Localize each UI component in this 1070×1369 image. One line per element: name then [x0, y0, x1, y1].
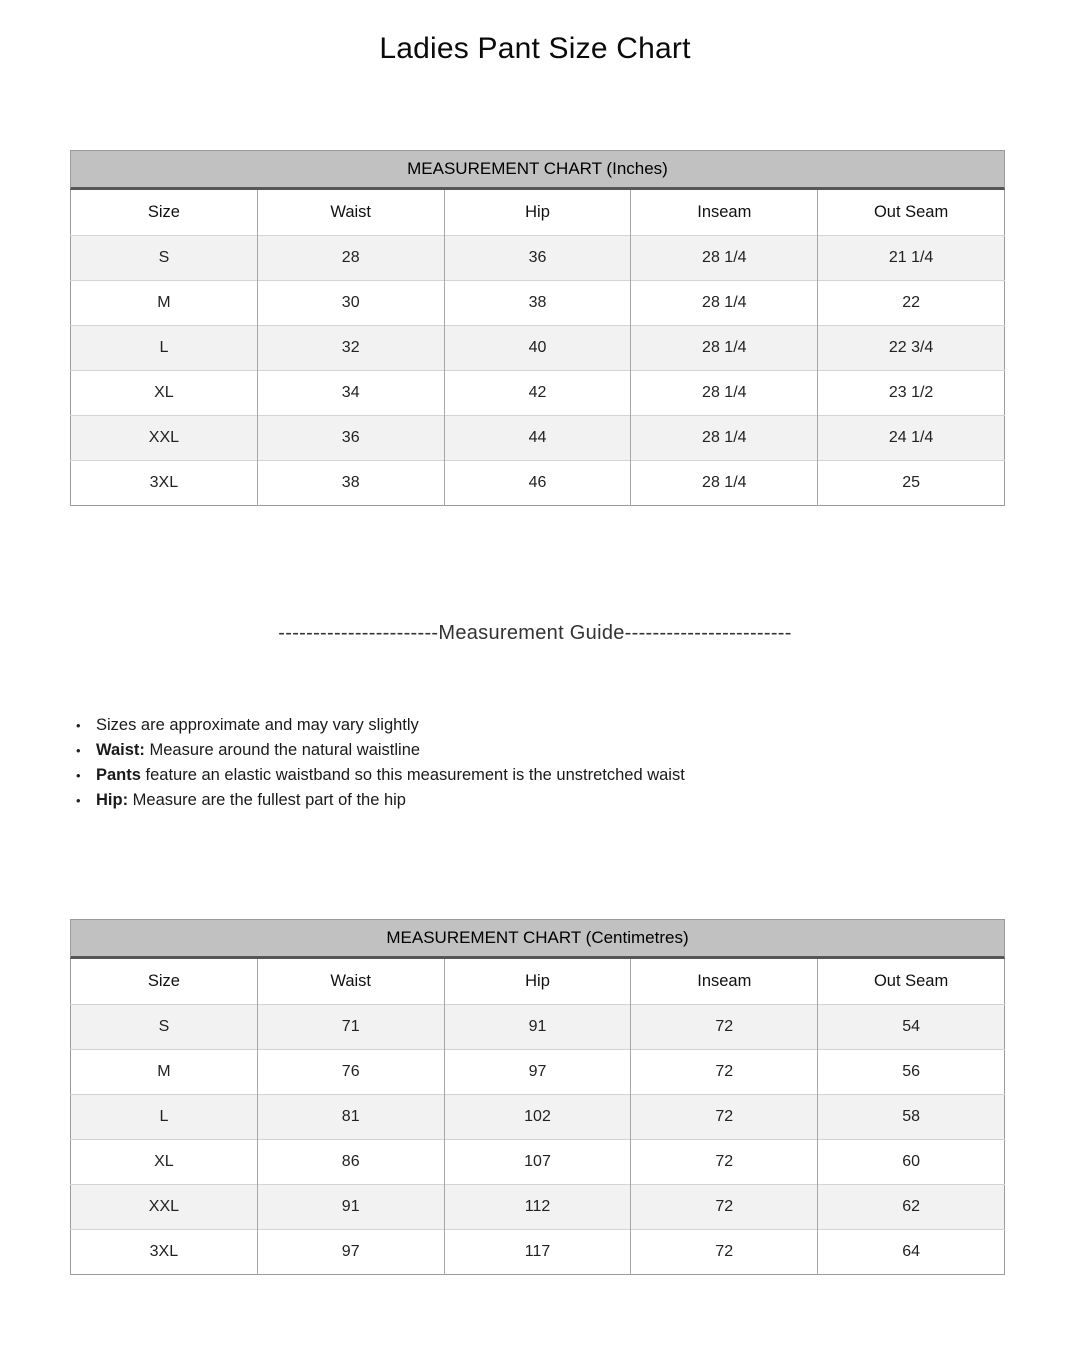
- table-row-3xl: [71, 461, 1005, 506]
- column-header-size: Size: [71, 959, 258, 1005]
- value-cell: 102: [444, 1095, 631, 1140]
- table-row-m: [71, 1050, 1005, 1095]
- size-cell: XL: [154, 1153, 174, 1170]
- value-cell: 97: [444, 1050, 631, 1095]
- size-table-centimetres: [70, 959, 1005, 1275]
- column-header-waist: Waist: [257, 190, 444, 236]
- column-header-size: Size: [71, 190, 258, 236]
- value-cell: 117: [444, 1230, 631, 1275]
- value-cell: 36: [257, 416, 444, 461]
- size-cell: M: [157, 294, 171, 311]
- value-cell: 38: [257, 461, 444, 506]
- table-row-s: [71, 1005, 1005, 1050]
- value-cell: 23 1/2: [818, 371, 1005, 416]
- value-cell: 107: [444, 1140, 631, 1185]
- measurement-table-inches-section: [70, 150, 1005, 506]
- value-cell: 72: [631, 1140, 818, 1185]
- page-title: Ladies Pant Size Chart: [379, 32, 691, 65]
- value-cell: 72: [631, 1230, 818, 1275]
- value-cell: 28 1/4: [631, 461, 818, 506]
- size-cell: 3XL: [149, 1243, 179, 1260]
- column-header-hip: Hip: [444, 190, 631, 236]
- value-cell: 36: [444, 236, 631, 281]
- value-cell: 91: [444, 1005, 631, 1050]
- value-cell: 86: [257, 1140, 444, 1185]
- table-title-inches: MEASUREMENT CHART (Inches): [70, 150, 1005, 190]
- value-cell: 56: [818, 1050, 1005, 1095]
- value-cell: 112: [444, 1185, 631, 1230]
- value-cell: 58: [818, 1095, 1005, 1140]
- note-item-sizes: [74, 713, 1070, 738]
- value-cell: 64: [818, 1230, 1005, 1275]
- value-cell: 72: [631, 1185, 818, 1230]
- size-cell: M: [157, 1063, 171, 1080]
- value-cell: 76: [257, 1050, 444, 1095]
- value-cell: 81: [257, 1095, 444, 1140]
- note-bold: Hip:: [96, 791, 129, 809]
- value-cell: 32: [257, 326, 444, 371]
- table-row-l: [71, 1095, 1005, 1140]
- note-item-hip: [74, 788, 1070, 813]
- note-text: Measure around the natural waistline: [144, 741, 421, 759]
- value-cell: 91: [257, 1185, 444, 1230]
- column-header-inseam: Inseam: [631, 959, 818, 1005]
- size-cell: S: [158, 1018, 170, 1035]
- note-text: Sizes are approximate and may vary slightly: [96, 716, 419, 734]
- table-header-row: [71, 190, 1005, 236]
- note-item-waist: [74, 738, 1070, 763]
- value-cell: 30: [257, 281, 444, 326]
- value-cell: 28 1/4: [631, 236, 818, 281]
- value-cell: 34: [257, 371, 444, 416]
- value-cell: 28 1/4: [631, 326, 818, 371]
- column-header-waist: Waist: [257, 959, 444, 1005]
- size-cell: L: [159, 1108, 169, 1125]
- value-cell: 72: [631, 1095, 818, 1140]
- value-cell: 62: [818, 1185, 1005, 1230]
- column-header-hip: Hip: [444, 959, 631, 1005]
- size-cell: XL: [154, 384, 174, 401]
- size-cell: XXL: [148, 1198, 180, 1215]
- note-item-pants: [74, 763, 1070, 788]
- value-cell: 46: [444, 461, 631, 506]
- value-cell: 54: [818, 1005, 1005, 1050]
- value-cell: 21 1/4: [818, 236, 1005, 281]
- value-cell: 97: [257, 1230, 444, 1275]
- size-cell: XXL: [148, 429, 180, 446]
- value-cell: 38: [444, 281, 631, 326]
- value-cell: 28 1/4: [631, 371, 818, 416]
- table-row-m: [71, 281, 1005, 326]
- table-row-xl: [71, 1140, 1005, 1185]
- size-cell: S: [158, 249, 170, 266]
- column-header-out-seam: Out Seam: [818, 190, 1005, 236]
- column-header-inseam: Inseam: [631, 190, 818, 236]
- value-cell: 22 3/4: [818, 326, 1005, 371]
- table-row-l: [71, 326, 1005, 371]
- measurement-notes-list: [74, 713, 1070, 813]
- value-cell: 28 1/4: [631, 416, 818, 461]
- table-title-centimetres: MEASUREMENT CHART (Centimetres): [70, 919, 1005, 959]
- value-cell: 60: [818, 1140, 1005, 1185]
- note-text: feature an elastic waistband so this measurement is the unstretched waist: [140, 766, 685, 784]
- table-row-xl: [71, 371, 1005, 416]
- value-cell: 72: [631, 1005, 818, 1050]
- value-cell: 72: [631, 1050, 818, 1095]
- table-header-row: [71, 959, 1005, 1005]
- column-header-out-seam: Out Seam: [818, 959, 1005, 1005]
- value-cell: 28 1/4: [631, 281, 818, 326]
- value-cell: 28: [257, 236, 444, 281]
- note-bold: Pants: [96, 766, 141, 784]
- table-row-xxl: [71, 416, 1005, 461]
- value-cell: 42: [444, 371, 631, 416]
- value-cell: 71: [257, 1005, 444, 1050]
- value-cell: 22: [818, 281, 1005, 326]
- value-cell: 44: [444, 416, 631, 461]
- value-cell: 40: [444, 326, 631, 371]
- table-row-xxl: [71, 1185, 1005, 1230]
- note-text: Measure are the fullest part of the hip: [128, 791, 406, 809]
- size-cell: L: [159, 339, 169, 356]
- table-row-3xl: [71, 1230, 1005, 1275]
- value-cell: 25: [818, 461, 1005, 506]
- table-row-s: [71, 236, 1005, 281]
- size-cell: 3XL: [149, 474, 179, 491]
- value-cell: 24 1/4: [818, 416, 1005, 461]
- note-bold: Waist:: [96, 741, 145, 759]
- measurement-table-centimetres-section: [70, 919, 1005, 1275]
- measurement-guide-heading: -----------------------Measurement Guide------------------------: [278, 622, 792, 644]
- size-table-inches: [70, 190, 1005, 506]
